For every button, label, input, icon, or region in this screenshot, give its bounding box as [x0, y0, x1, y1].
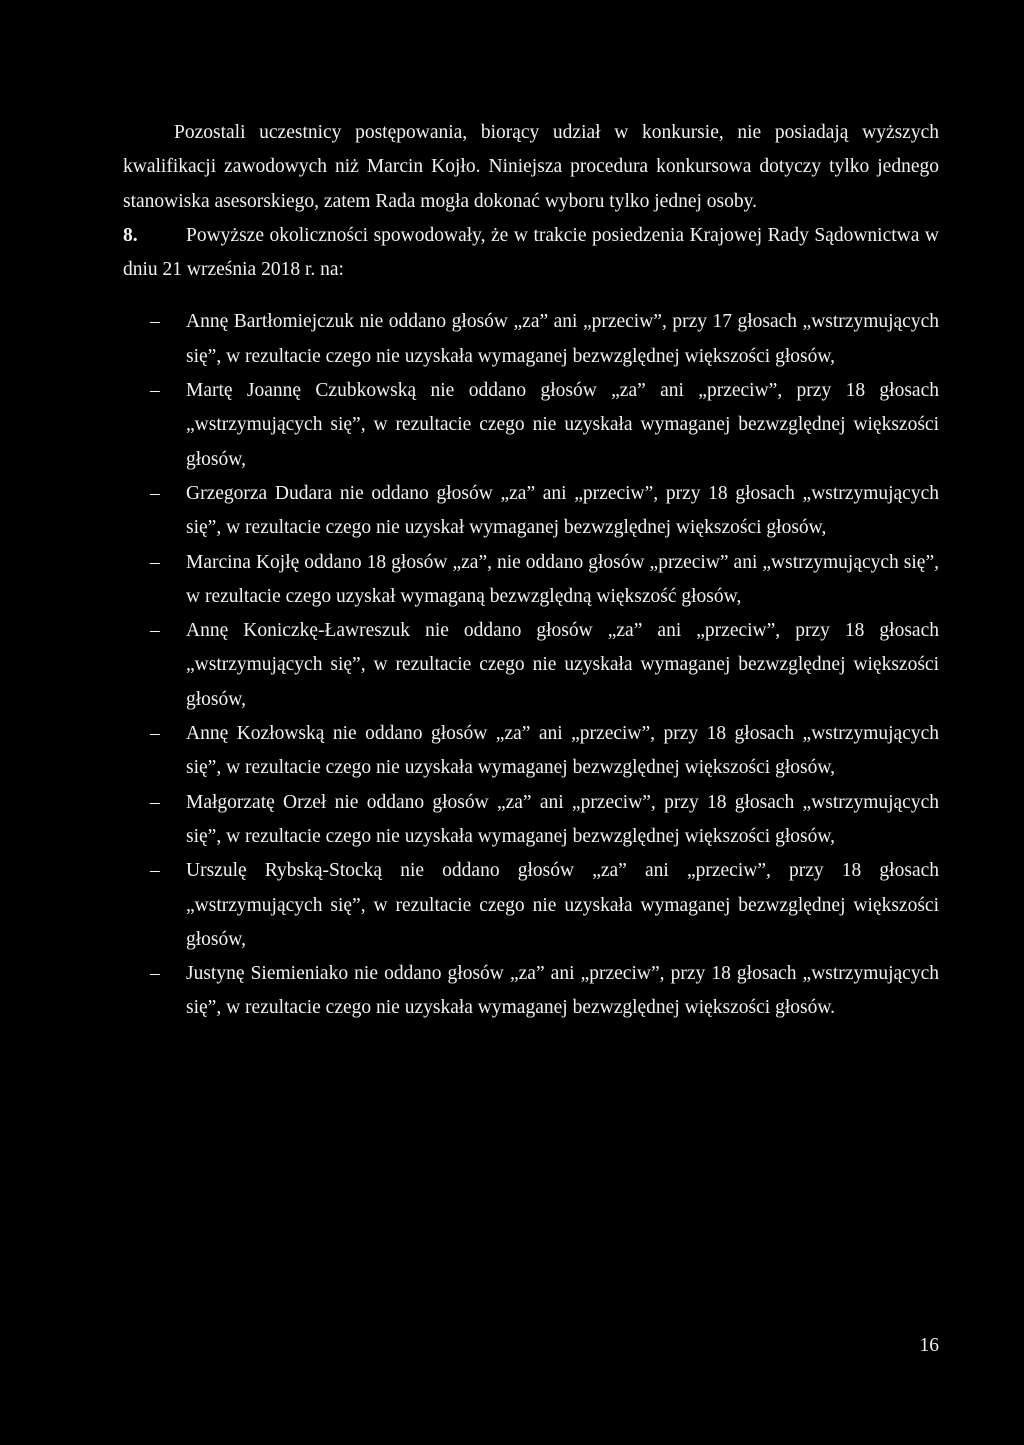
list-dash: – — [150, 482, 160, 504]
paragraph-8-number: 8. — [123, 224, 138, 246]
list-item — [123, 546, 939, 615]
list-item — [123, 854, 939, 957]
list-dash: – — [150, 791, 160, 813]
list-item — [123, 614, 939, 717]
list-dash: – — [150, 963, 160, 985]
list-item-text: Justynę Siemieniako nie oddano głosów „za” ani „przeciw”, przy 18 głosach „wstrzymujących się”, w rezultacie czego nie uzyskała wymaganej bezwzględnej większości głosów. — [186, 963, 939, 1019]
list-dash: – — [150, 723, 160, 745]
list-item — [123, 786, 939, 855]
page-content — [123, 116, 939, 1026]
list-dash: – — [150, 380, 160, 402]
list-item — [123, 477, 939, 546]
vote-results-list — [123, 305, 939, 1025]
paragraph-8 — [123, 219, 939, 288]
list-item-text: Marcina Kojłę oddano 18 głosów „za”, nie oddano głosów „przeciw” ani „wstrzymujących się”, w rezultacie czego uzyskał wymaganą bezwzględną większość głosów, — [186, 551, 939, 607]
list-dash: – — [150, 551, 160, 573]
page-number: 16 — [919, 1335, 939, 1356]
list-dash: – — [150, 620, 160, 642]
list-item — [123, 957, 939, 1026]
list-item — [123, 305, 939, 374]
list-item-text: Małgorzatę Orzeł nie oddano głosów „za” ani „przeciw”, przy 18 głosach „wstrzymujących się”, w rezultacie czego nie uzyskała wymaganej bezwzględnej większości głosów, — [186, 791, 939, 847]
list-item-text: Annę Bartłomiejczuk nie oddano głosów „za” ani „przeciw”, przy 17 głosach „wstrzymujących się”, w rezultacie czego nie uzyskała wymaganej bezwzględnej większości głosów, — [186, 311, 939, 367]
paragraph-8-text: Powyższe okoliczności spowodowały, że w trakcie posiedzenia Krajowej Rady Sądownictwa w dniu 21 września 2018 r. na: — [123, 224, 939, 281]
list-item-text: Martę Joannę Czubkowską nie oddano głosów „za” ani „przeciw”, przy 18 głosach „wstrzymujących się”, w rezultacie czego nie uzyskała wymaganej bezwzględnej większości głosów, — [186, 380, 939, 470]
list-dash: – — [150, 311, 160, 333]
list-item-text: Annę Kozłowską nie oddano głosów „za” ani „przeciw”, przy 18 głosach „wstrzymujących się”, w rezultacie czego nie uzyskała wymaganej bezwzględnej większości głosów, — [186, 723, 939, 779]
list-item — [123, 717, 939, 786]
list-item-text: Annę Koniczkę-Ławreszuk nie oddano głosów „za” ani „przeciw”, przy 18 głosach „wstrzymujących się”, w rezultacie czego nie uzyskała wymaganej bezwzględnej większości głosów, — [186, 620, 939, 710]
list-dash: – — [150, 860, 160, 882]
list-item-text: Urszulę Rybską-Stocką nie oddano głosów „za” ani „przeciw”, przy 18 głosach „wstrzymujących się”, w rezultacie czego nie uzyskała wymaganej bezwzględnej większości głosów, — [186, 860, 939, 950]
intro-paragraph: Pozostali uczestnicy postępowania, biorący udział w konkursie, nie posiadają wyższych kwalifikacji zawodowych niż Marcin Kojło. Niniejsza procedura konkursowa dotyczy tylko jednego stanowiska asesorskiego, zatem Rada mogła dokonać wyboru tylko jednej osoby. — [123, 122, 939, 212]
list-item — [123, 374, 939, 477]
list-item-text: Grzegorza Dudara nie oddano głosów „za” ani „przeciw”, przy 18 głosach „wstrzymujących się”, w rezultacie czego nie uzyskał wymaganej bezwzględnej większości głosów, — [186, 482, 939, 539]
